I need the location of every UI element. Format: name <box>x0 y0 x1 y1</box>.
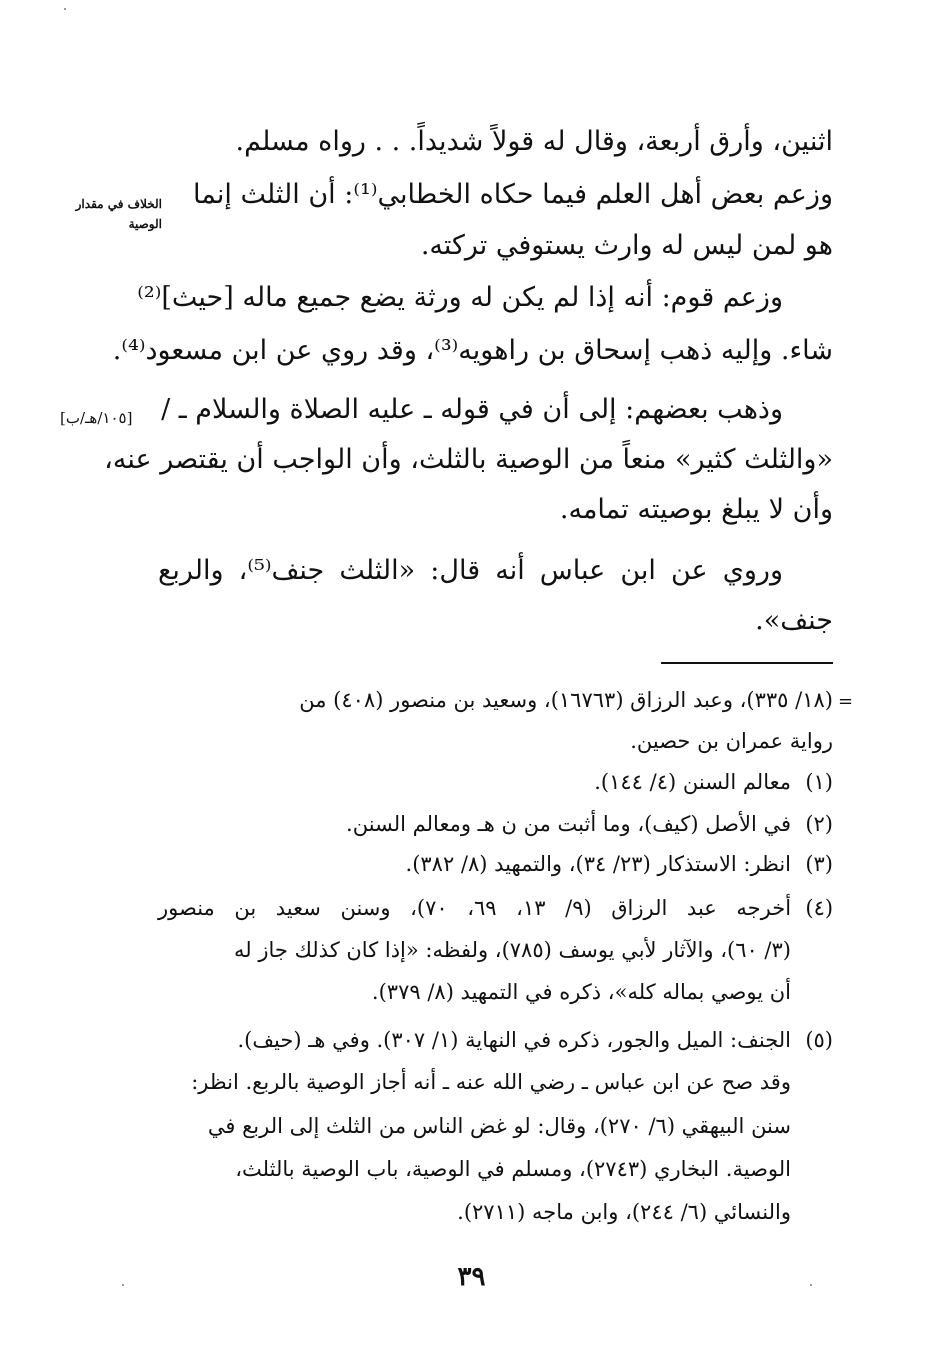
footnote-text: وقد صح عن ابن عباس ـ رضي الله عنه ـ أنه أجاز الوصية بالربع. انظر: <box>191 1070 791 1094</box>
footnote-text: الوصية. البخاري (٢٧٤٣)، ومسلم في الوصية، باب الوصية بالثلث، <box>235 1157 791 1181</box>
body-line: هو لمن ليس له وارث يستوفي تركته. <box>420 230 833 261</box>
footnote-number: (٣) <box>805 852 833 876</box>
footnote-line <box>158 1066 791 1098</box>
footnote-line <box>158 976 791 1008</box>
footnote-text: انظر: الاستذكار (٢٣/ ٣٤)، والتمهيد (٨/ ٣٨٢). <box>405 852 791 876</box>
footnote-line <box>158 725 833 757</box>
footnote-number: (٤) <box>805 896 834 920</box>
footnote-text: معالم السنن (٤/ ١٤٤). <box>594 770 791 794</box>
footnote-text: الجنف: الميل والجور، ذكره في النهاية (١/ ٣٠٧). وفي هـ (حيف). <box>237 1028 791 1052</box>
footnote-line <box>158 892 833 924</box>
body-line: شاء. وإليه ذهب إسحاق بن راهويه⁽³⁾، وقد روي عن ابن مسعود⁽⁴⁾. <box>112 335 833 366</box>
footnote-text: في الأصل (كيف)، وما أثبت من ن هـ ومعالم السنن. <box>346 812 791 836</box>
manuscript-folio-ref: [١٠٥/هـ/ب] <box>60 409 133 427</box>
footnote-separator <box>661 662 833 664</box>
page-number: ٣٩ <box>457 1262 486 1292</box>
body-line: وذهب بعضهم: إلى أن في قوله ـ عليه الصلاة والسلام ـ / <box>161 394 783 425</box>
body-line: وروي عن ابن عباس أنه قال: «الثلث جنف⁽⁵⁾، والربع <box>158 555 784 586</box>
footnote-line <box>158 1024 833 1056</box>
footnote-line <box>158 808 833 840</box>
footnote-text: والنسائي (٦/ ٢٤٤)، وابن ماجه (٢٧١١). <box>457 1200 791 1224</box>
scan-speck <box>64 8 66 10</box>
footnote-text: (١٨/ ٣٣٥)، وعبد الرزاق (١٦٧٦٣)، وسعيد بن منصور (٤٠٨) من <box>299 688 833 712</box>
body-line: «والثلث كثير» منعاً من الوصية بالثلث، وأن الواجب أن يقتصر عنه، <box>104 444 833 475</box>
footnote-line <box>158 1153 791 1185</box>
body-line: وأن لا يبلغ بوصيته تمامه. <box>559 494 833 525</box>
scan-speck <box>122 1284 124 1286</box>
footnote-number: (١) <box>805 770 833 794</box>
body-line: جنف». <box>755 605 833 636</box>
margin-note: الخلاف في مقدار الوصية <box>75 197 162 231</box>
footnote-line <box>158 848 833 880</box>
scan-speck <box>810 1284 812 1286</box>
footnote-number: (٥) <box>805 1028 833 1052</box>
footnote-text: أن يوصي بماله كله»، ذكره في التمهيد (٨/ ٣٧٩). <box>371 980 791 1004</box>
footnote-line <box>158 766 833 798</box>
footnote-line <box>158 934 791 966</box>
body-line: وزعم قوم: أنه إذا لم يكن له ورثة يضع جميع ماله [حيث]⁽²⁾ <box>137 282 783 313</box>
footnote-number: (٢) <box>805 812 833 836</box>
footnote-text: أخرجه عبد الرزاق (٩/ ١٣، ٦٩، ٧٠)، وسنن سعيد بن منصور <box>158 896 792 920</box>
footnote-line <box>158 684 833 716</box>
footnote-line <box>158 1196 791 1228</box>
body-line: وزعم بعض أهل العلم فيما حكاه الخطابي⁽¹⁾: أن الثلث إنما <box>193 179 833 210</box>
footnote-text: سنن البيهقي (٦/ ٢٧٠)، وقال: لو غض الناس من الثلث إلى الربع في <box>207 1114 791 1138</box>
continuation-mark: = <box>838 691 854 712</box>
footnote-line <box>158 1110 791 1142</box>
footnote-text: رواية عمران بن حصين. <box>630 729 833 753</box>
body-line: اثنين، وأرق أربعة، وقال له قولاً شديداً. . . رواه مسلم. <box>235 126 833 157</box>
footnote-text: (٣/ ٦٠)، والآثار لأبي يوسف (٧٨٥)، ولفظه: «إذا كان كذلك جاز له <box>234 938 791 962</box>
